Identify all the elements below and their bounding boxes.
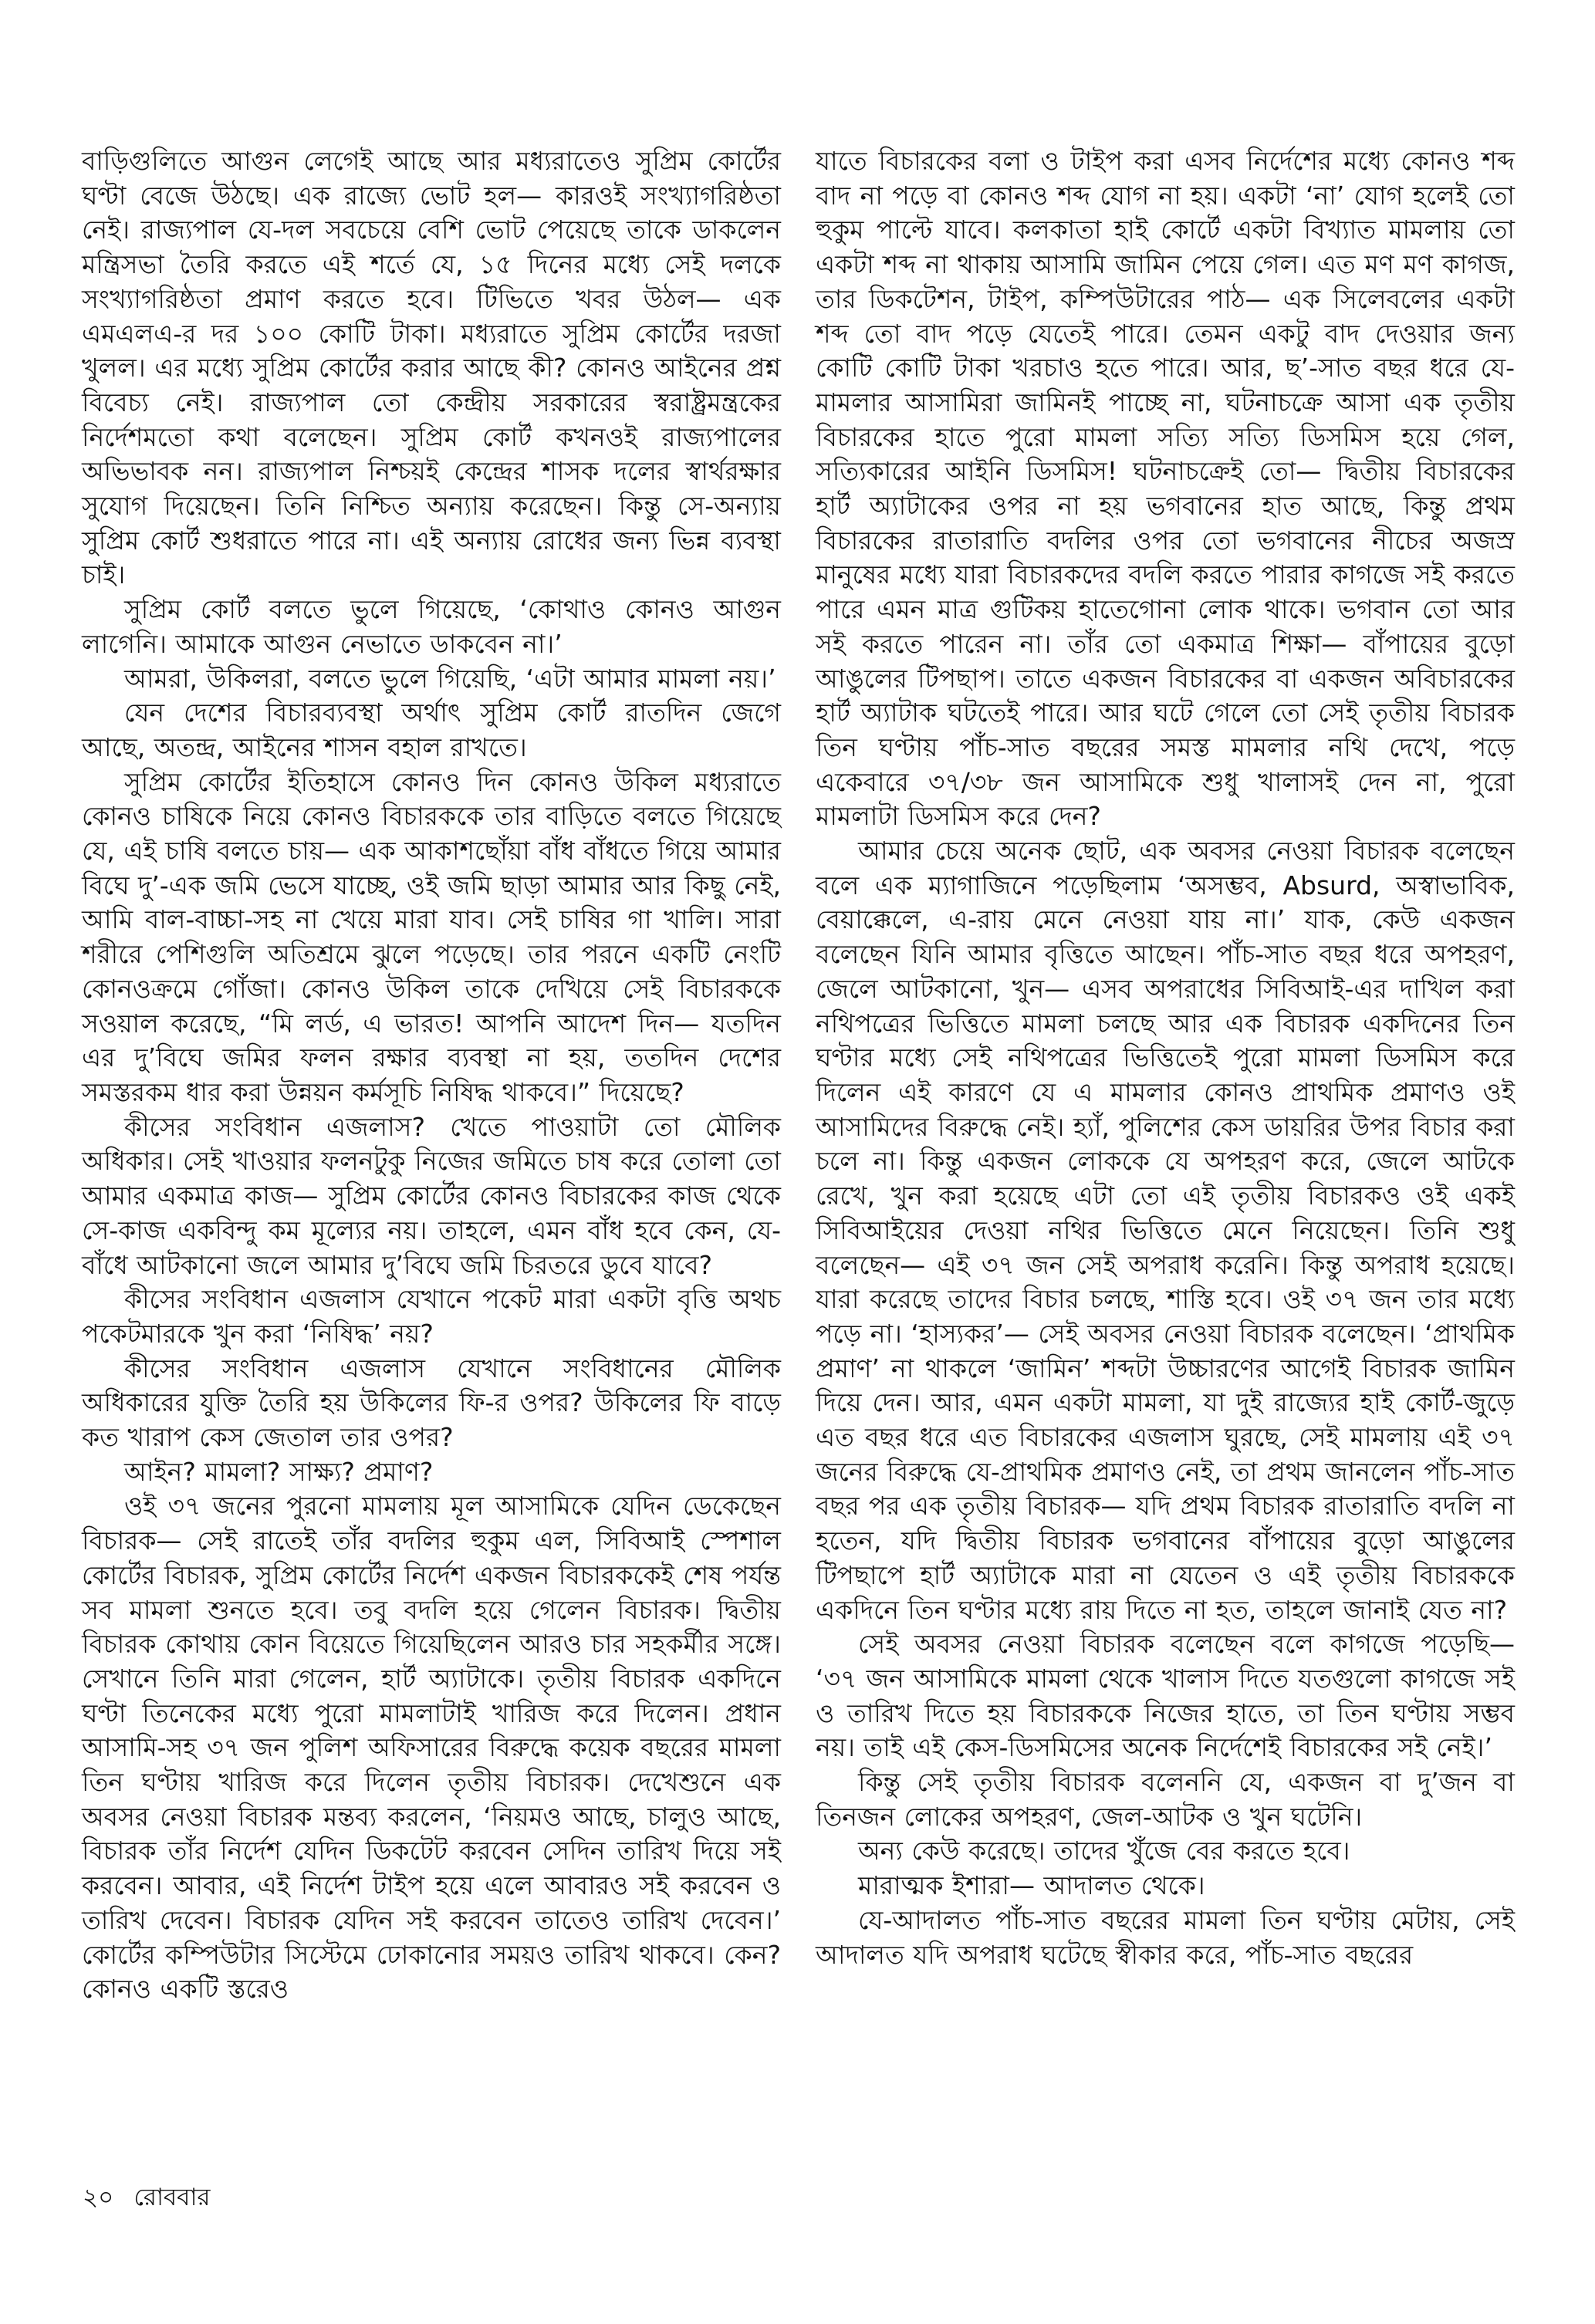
page-number: ২০ — [83, 2184, 114, 2211]
paragraph: অন্য কেউ করেছে। তাদের খুঁজে বের করতে হবে। — [858, 1836, 1350, 1866]
paragraph: কীসের সংবিধান এজলাস? খেতে পাওয়াটা তো মৌলিক অধিকার। সেই খাওয়ার ফলনটুকু নিজের জমিতে চাষ করে তোলা তো আমার একমাত্র কাজ— সুপ্রিম কোর্টের কোনও বিচারকের কাজ থেকে সে-কাজ একবিন্দু কম মূল্যের নয়। তাহলে, এমন বাঁধ হবে কেন, যে-বাঁধে আটকানো জলে আমার দু’বিঘে জমি চিরতরে ডুবে যাবে? — [82, 1111, 781, 1280]
paragraph: আমার চেয়ে অনেক ছোট, এক অবসর নেওয়া বিচারক বলেছেন বলে এক ম্যাগাজিনে পড়েছিলাম ‘অসম্ভব, Absurd, অস্বাভাবিক, বেয়াক্কেলে, এ-রায় মেনে নেওয়া যায় না।’ যাক, কেউ একজন বলেছেন যিনি আমার বৃত্তিতে আছেন। পাঁচ-সাত বছর ধরে অপহরণ, জেলে আটকানো, খুন— এসব অপরাধের সিবিআই-এর দাখিল করা নথিপত্রের ভিত্তিতে মামলা চলছে আর এক বিচারক একদিনের তিন ঘণ্টার মধ্যে সেই নথিপত্রের ভিত্তিতেই পুরো মামলা ডিসমিস করে দিলেন এই কারণে যে এ মামলার কোনও প্রাথমিক প্রমাণও ওই আসামিদের বিরুদ্ধে নেই। হ্যাঁ, পুলিশের কেস ডায়রির উপর বিচার করা চলে না। কিন্তু একজন লোককে যে অপহরণ করে, জেলে আটকে রেখে, খুন করা হয়েছে এটা তো এই তৃতীয় বিচারকও ওই একই সিবিআইয়ের দেওয়া নথির ভিত্তিতে মেনে নিয়েছেন। তিনি শুধু বলেছেন— এই ৩৭ জন সেই অপরাধ করেনি। কিন্তু অপরাধ হয়েছে। যারা করেছে তাদের বিচার চলছে, শাস্তি হবে। ওই ৩৭ জন তার মধ্যে পড়ে না। ‘হাস্যকর’— সেই অবসর নেওয়া বিচারক বলেছেন। ‘প্রাথমিক প্রমাণ’ না থাকলে ‘জামিন’ শব্দটা উচ্চারণের আগেই বিচারক জামিন দিয়ে দেন। আর, এমন একটা মামলা, যা দুই রাজ্যের হাই কোর্ট-জুড়ে এত বছর ধরে এত বিচারকের এজলাস ঘুরছে, সেই মামলায় এই ৩৭ জনের বিরুদ্ধে যে-প্রাথমিক প্রমাণও নেই, তা প্রথম জানলেন পাঁচ-সাত বছর পর এক তৃতীয় বিচারক— যদি প্রথম বিচারক রাতারাতি বদলি না হতেন, যদি দ্বিতীয় বিচারক ভগবানের বাঁপায়ের বুড়ো আঙুলের টিপছাপে হার্ট অ্যাটাকে মারা না যেতেন ও এই তৃতীয় বিচারককে একদিনে তিন ঘণ্টার মধ্যে রায় দিতে না হত, তাহলে জানাই যেত না? — [816, 836, 1515, 1625]
text-column-left — [82, 144, 781, 2007]
paragraph: সেই অবসর নেওয়া বিচারক বলেছেন বলে কাগজে পড়েছি— ‘৩৭ জন আসামিকে মামলা থেকে খালাস দিতে যতগুলো কাগজে সই ও তারিখ দিতে হয় বিচারককে নিজের হাতে, তা তিন ঘণ্টায় সম্ভব নয়। তাই এই কেস-ডিসমিসের অনেক নির্দেশেই বিচারকের সই নেই।’ — [816, 1629, 1515, 1763]
paragraph: কীসের সংবিধান এজলাস যেখানে সংবিধানের মৌলিক অধিকারের যুক্তি তৈরি হয় উকিলের ফি-র ওপর? উকিলের ফি বাড়ে কত খারাপ কেস জেতাল তার ওপর? — [82, 1353, 781, 1453]
paragraph: যাতে বিচারকের বলা ও টাইপ করা এসব নির্দেশের মধ্যে কোনও শব্দ বাদ না পড়ে বা কোনও শব্দ যোগ না হয়। একটা ‘না’ যোগ হলেই তো হুকুম পাল্টে যাবে। কলকাতা হাই কোর্টে একটা বিখ্যাত মামলায় তো একটা শব্দ না থাকায় আসামি জামিন পেয়ে গেল। এত মণ মণ কাগজ, তার ডিকটেশন, টাইপ, কম্পিউটারের পাঠ— এক সিলেবলের একটা শব্দ তো বাদ পড়ে যেতেই পারে। তেমন একটু বাদ দেওয়ার জন্য কোটি কোটি টাকা খরচাও হতে পারে। আর, ছ’-সাত বছর ধরে যে-মামলার আসামিরা জামিনই পাচ্ছে না, ঘটনাচক্রে আসা এক তৃতীয় বিচারকের হাতে পুরো মামলা সত্যি সত্যি ডিসমিস হয়ে গেল, সত্যিকারের আইনি ডিসমিস! ঘটনাচক্রেই তো— দ্বিতীয় বিচারকের হার্ট অ্যাটাকের ওপর না হয় ভগবানের হাত আছে, কিন্তু প্রথম বিচারকের রাতারাতি বদলির ওপর তো ভগবানের নীচের অজস্র মানুষের মধ্যে যারা বিচারকদের বদলি করতে পারার কাগজে সই করতে পারে এমন মাত্র গুটিকয় হাতেগোনা লোক থাকে। ভগবান তো আর সই করতে পারেন না। তাঁর তো একমাত্র শিক্ষা— বাঁপায়ের বুড়ো আঙুলের টিপছাপ। তাতে একজন বিচারকের বা একজন অবিচারকের হার্ট অ্যাটাক ঘটতেই পারে। আর ঘটে গেলে তো সেই তৃতীয় বিচারক তিন ঘণ্টায় পাঁচ-সাত বছরের সমস্ত মামলার নথি দেখে, পড়ে একেবারে ৩৭/৩৮ জন আসামিকে শুধু খালাসই দেন না, পুরো মামলাটা ডিসমিস করে দেন? — [816, 146, 1515, 832]
paragraph: আইন? মামলা? সাক্ষ্য? প্রমাণ? — [124, 1456, 434, 1487]
paragraph: সুপ্রিম কোর্ট বলতে ভুলে গিয়েছে, ‘কোথাও কোনও আগুন লাগেনি। আমাকে আগুন নেভাতে ডাকবেন না।’ — [82, 594, 781, 659]
paragraph: মারাত্মক ইশারা— আদালত থেকে। — [858, 1870, 1205, 1901]
text-column-right — [816, 144, 1515, 1972]
paragraph: যে-আদালত পাঁচ-সাত বছরের মামলা তিন ঘণ্টায় মেটায়, সেই আদালত যদি অপরাধ ঘটেছে স্বীকার করে, পাঁচ-সাত বছরের — [816, 1904, 1515, 1970]
magazine-title: রোববার — [133, 2184, 211, 2211]
page-footer — [83, 2182, 210, 2213]
paragraph: ওই ৩৭ জনের পুরনো মামলায় মূল আসামিকে যেদিন ডেকেছেন বিচারক— সেই রাতেই তাঁর বদলির হুকুম এল, সিবিআই স্পেশাল কোর্টের বিচারক, সুপ্রিম কোর্টের নির্দেশ একজন বিচারককেই শেষ পর্যন্ত সব মামলা শুনতে হবে। তবু বদলি হয়ে গেলেন বিচারক। দ্বিতীয় বিচারক কোথায় কোন বিয়েতে গিয়েছিলেন আরও চার সহকর্মীর সঙ্গে। সেখানে তিনি মারা গেলেন, হার্ট অ্যাটাকে। তৃতীয় বিচারক একদিনে ঘণ্টা তিনেকের মধ্যে পুরো মামলাটাই খারিজ করে দিলেন। প্রধান আসামি-সহ ৩৭ জন পুলিশ অফিসারের বিরুদ্ধে কয়েক বছরের মামলা তিন ঘণ্টায় খারিজ করে দিলেন তৃতীয় বিচারক। দেখেশুনে এক অবসর নেওয়া বিচারক মন্তব্য করলেন, ‘নিয়মও আছে, চালুও আছে, বিচারক তাঁর নির্দেশ যেদিন ডিকটেট করবেন সেদিন তারিখ দিয়ে সই করবেন। আবার, এই নির্দেশ টাইপ হয়ে এলে আবারও সই করবেন ও তারিখ দেবেন। বিচারক যেদিন সই করবেন তাতেও তারিখ দেবেন।’ কোর্টের কম্পিউটার সিস্টেমে ঢোকানোর সময়ও তারিখ থাকবে। কেন? কোনও একটি স্তরেও — [82, 1491, 781, 2005]
paragraph: যেন দেশের বিচারব্যবস্থা অর্থাৎ সুপ্রিম কোর্ট রাতদিন জেগে আছে, অতন্দ্র, আইনের শাসন বহাল রাখতে। — [82, 698, 781, 762]
paragraph: কিন্তু সেই তৃতীয় বিচারক বলেননি যে, একজন বা দু’জন বা তিনজন লোকের অপহরণ, জেল-আটক ও খুন ঘটেনি। — [816, 1767, 1515, 1832]
paragraph: আমরা, উকিলরা, বলতে ভুলে গিয়েছি, ‘এটা আমার মামলা নয়।’ — [124, 663, 776, 694]
paragraph: সুপ্রিম কোর্টের ইতিহাসে কোনও দিন কোনও উকিল মধ্যরাতে কোনও চাষিকে নিয়ে কোনও বিচারককে তার বাড়িতে বলতে গিয়েছে যে, এই চাষি বলতে চায়— এক আকাশছোঁয়া বাঁধ বাঁধতে গিয়ে আমার বিঘে দু’-এক জমি ভেসে যাচ্ছে, ওই জমি ছাড়া আমার আর কিছু নেই, আমি বাল-বাচ্চা-সহ না খেয়ে মারা যাব। সেই চাষির গা খালি। সারা শরীরে পেশিগুলি অতিশ্রমে ঝুলে পড়েছে। তার পরনে একটি নেংটি কোনওক্রমে গোঁজা। কোনও উকিল তাকে দেখিয়ে সেই বিচারককে সওয়াল করেছে, “মি লর্ড, এ ভারত! আপনি আদেশ দিন— যতদিন এর দু’বিঘে জমির ফলন রক্ষার ব্যবস্থা না হয়, ততদিন দেশের সমস্তরকম ধার করা উন্নয়ন কর্মসূচি নিষিদ্ধ থাকবে।” দিয়েছে? — [82, 766, 781, 1107]
paragraph: বাড়িগুলিতে আগুন লেগেই আছে আর মধ্যরাতেও সুপ্রিম কোর্টের ঘণ্টা বেজে উঠছে। এক রাজ্যে ভোট হল— কারওই সংখ্যাগরিষ্ঠতা নেই। রাজ্যপাল যে-দল সবচেয়ে বেশি ভোট পেয়েছে তাকে ডাকলেন মন্ত্রিসভা তৈরি করতে এই শর্তে যে, ১৫ দিনের মধ্যে সেই দলকে সংখ্যাগরিষ্ঠতা প্রমাণ করতে হবে। টিভিতে খবর উঠল— এক এমএলএ-র দর ১০০ কোটি টাকা। মধ্যরাতে সুপ্রিম কোর্টের দরজা খুলল। এর মধ্যে সুপ্রিম কোর্টের করার আছে কী? কোনও আইনের প্রশ্ন বিবেচ্য নেই। রাজ্যপাল তো কেন্দ্রীয় সরকারের স্বরাষ্ট্রমন্ত্রকের নির্দেশমতো কথা বলেছেন। সুপ্রিম কোর্ট কখনওই রাজ্যপালের অভিভাবক নন। রাজ্যপাল নিশ্চয়ই কেন্দ্রের শাসক দলের স্বার্থরক্ষার সুযোগ দিয়েছেন। তিনি নিশ্চিত অন্যায় করেছেন। কিন্তু সে-অন্যায় সুপ্রিম কোর্ট শুধরাতে পারে না। এই অন্যায় রোধের জন্য ভিন্ন ব্যবস্থা চাই। — [82, 146, 781, 590]
paragraph: কীসের সংবিধান এজলাস যেখানে পকেট মারা একটা বৃত্তি অথচ পকেটমারকে খুন করা ‘নিষিদ্ধ’ নয়? — [82, 1284, 781, 1349]
